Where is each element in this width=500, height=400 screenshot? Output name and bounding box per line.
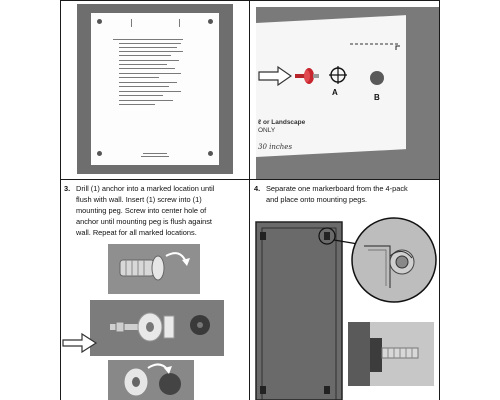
registration-mark (97, 19, 102, 24)
template-text-line (113, 39, 183, 40)
template-tick-mark (131, 19, 132, 27)
template-tick-mark (179, 19, 180, 27)
markerboard-diagram (254, 220, 344, 400)
template-text-line (119, 68, 175, 69)
step-3-line-3: mounting peg. Screw into center hole of (76, 206, 207, 215)
grid-right-border (439, 0, 440, 400)
wall-template-photo-panel (250, 1, 439, 179)
template-footer-line (143, 153, 167, 154)
step-3-line-4: anchor until mounting peg is flush against (76, 217, 212, 226)
template-text-line (119, 104, 155, 105)
template-text-line (119, 64, 167, 65)
registration-mark (208, 151, 213, 156)
arrow-right-icon (62, 332, 98, 354)
step-4-line-2: and place onto mounting pegs. (266, 195, 368, 204)
peg-zoom-callout (350, 216, 438, 304)
template-text-line (119, 51, 183, 52)
side-mount-photo (348, 322, 434, 386)
drilled-hole-b (368, 69, 386, 87)
template-footer-line (141, 156, 169, 157)
location-label-a: A (332, 88, 338, 97)
arrow-right-icon (258, 65, 292, 87)
installed-anchor-photo (108, 360, 194, 400)
template-text-line (119, 60, 179, 61)
corner-mark (395, 45, 401, 51)
anchor-screw-photo (108, 244, 200, 294)
template-text-line (119, 86, 169, 87)
template-text-line (119, 47, 177, 48)
template-paper-sheet (91, 13, 219, 165)
template-text-line (119, 43, 181, 44)
template-photo-panel (61, 1, 249, 179)
screw-peg-photo (90, 300, 224, 356)
step-4-number: 4. (254, 184, 261, 193)
crosshair-icon (328, 65, 348, 85)
mounting-peg-icon (294, 67, 320, 85)
template-text-line (119, 55, 171, 56)
landscape-heading: ℓ or Landscape (258, 119, 306, 126)
step-3-line-1: Drill (1) anchor into a marked location until (76, 184, 215, 193)
location-label-b: B (374, 93, 380, 102)
step-3-line-2: flush with wall. Insert (1) screw into (1) (76, 195, 202, 204)
registration-mark (97, 151, 102, 156)
template-text-line (119, 91, 181, 92)
step-3-number: 3. (64, 184, 71, 193)
step-3-line-5: wall. Repeat for all marked locations. (76, 228, 197, 237)
landscape-only-label: ONLY (258, 127, 276, 134)
template-text-line (119, 77, 159, 78)
template-text-line (119, 82, 177, 83)
grid-row-divider (60, 179, 440, 180)
step-4-line-1: Separate one markerboard from the 4-pack (266, 184, 408, 193)
registration-mark (208, 19, 213, 24)
template-text-line (119, 73, 181, 74)
template-text-line (119, 95, 163, 96)
handwritten-measurement: 30 inches (258, 143, 293, 151)
template-text-line (119, 100, 173, 101)
